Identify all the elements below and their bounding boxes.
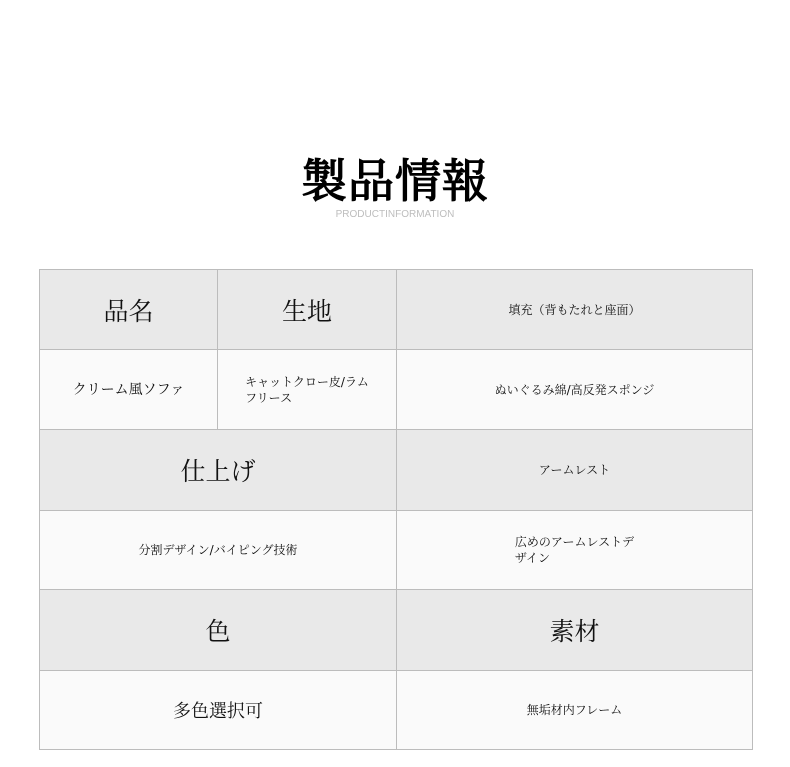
header-cell-armrest	[397, 430, 752, 511]
value-cell-fabric	[218, 350, 397, 430]
value-product-name: クリーム風ソファ	[72, 381, 185, 398]
header-label-color: 色	[205, 617, 231, 646]
value-armrest-line-1: 広めのアームレストデ	[514, 535, 635, 549]
header-cell-fabric	[218, 270, 397, 350]
value-armrest-line-2: ザイン	[514, 551, 551, 565]
header-label-fabric: 生地	[281, 296, 332, 326]
value-fabric	[245, 374, 369, 406]
product-info-table	[39, 269, 753, 750]
value-finish: 分割デザイン/バイピング技術	[138, 543, 298, 557]
value-cell-product-name	[40, 350, 218, 430]
value-filling: ぬいぐるみ綿/高反発スポンジ	[494, 382, 655, 397]
value-color: 多色選択可	[173, 701, 263, 722]
header-label-product-name: 品名	[103, 296, 154, 326]
header-label-material: 素材	[549, 617, 600, 646]
value-armrest	[515, 534, 634, 566]
value-fabric-line-2: フリース	[245, 390, 293, 405]
header-label-finish: 仕上げ	[180, 457, 256, 486]
value-cell-filling	[397, 350, 752, 430]
header-label-armrest: アームレスト	[538, 463, 611, 477]
header-cell-color	[40, 590, 397, 671]
value-cell-color	[40, 671, 397, 749]
value-cell-finish	[40, 511, 397, 590]
page-subtitle: PRODUCTINFORMATION	[335, 209, 455, 220]
value-fabric-line-1: キャットクロー皮/ラム	[245, 374, 369, 389]
value-cell-armrest	[397, 511, 752, 590]
page-title: 製品情報	[301, 154, 489, 208]
header-cell-finish	[40, 430, 397, 511]
header-label-filling: 填充（背もたれと座面）	[508, 302, 641, 317]
header-cell-material	[397, 590, 752, 671]
value-cell-material	[397, 671, 752, 749]
value-material: 無垢材内フレーム	[526, 703, 623, 717]
header-cell-product-name	[40, 270, 218, 350]
header-cell-filling	[397, 270, 752, 350]
